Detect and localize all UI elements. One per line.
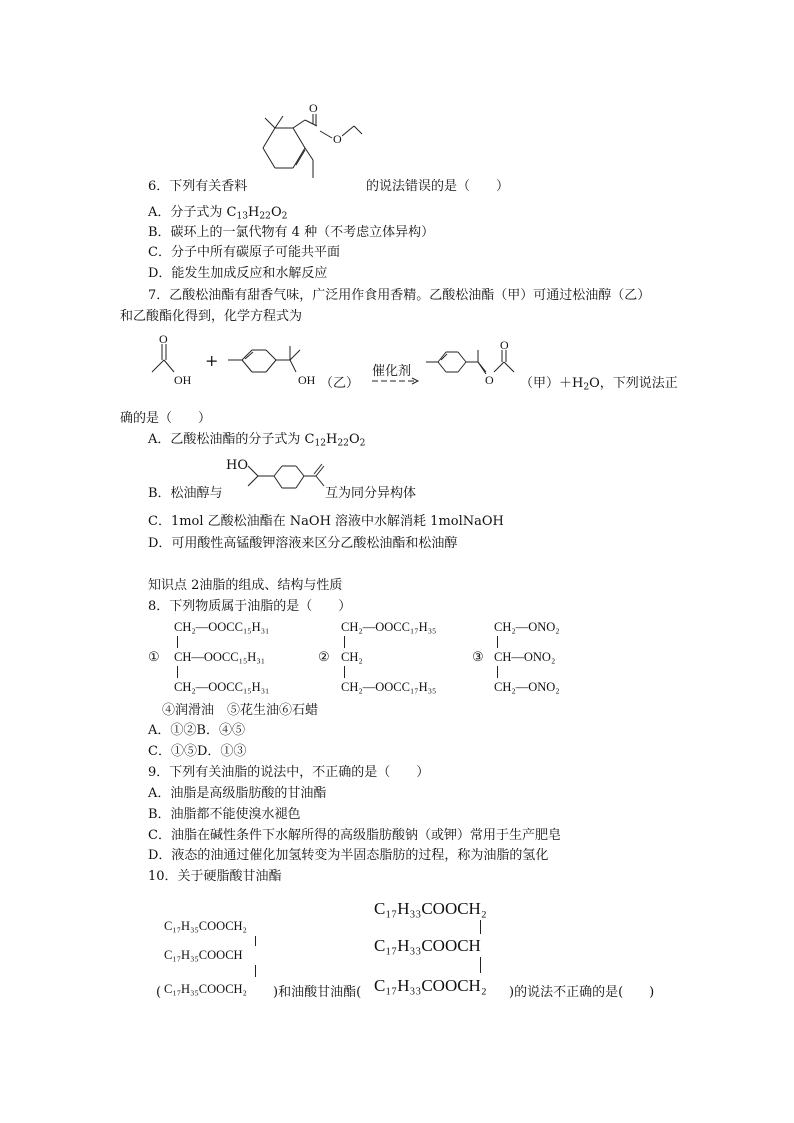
olein-line3: C₁₇H₃₃COOCH₂: [374, 976, 487, 995]
q8-num-1: ①: [148, 650, 160, 665]
acetic-o: O: [159, 332, 168, 346]
q8-s2-bond1: [344, 636, 345, 648]
q9-option-b: B．油脂都不能使溴水褪色: [148, 807, 301, 822]
q7-line2: 和乙酸酯化得到，化学方程式为: [120, 309, 303, 324]
q8-other-items: ④润滑油 ⑤花生油⑥石蜡: [162, 703, 319, 718]
q8-s1-bond2: [177, 666, 178, 678]
q8-stem: 8．下列物质属于油脂的是（ ）: [148, 599, 352, 614]
q8-num-2: ②: [318, 650, 330, 665]
olein-line2: C₁₇H₃₃COOCH: [374, 936, 481, 955]
stearin-line1: C₁₇H₃₅COOCH₂: [164, 919, 247, 933]
acetic-acid-structure: [148, 332, 208, 388]
q8-s1-bond1: [177, 636, 178, 648]
q7-option-b-suffix: 互为同分异构体: [325, 486, 417, 501]
q7-option-c: C．1mol 乙酸松油酯在 NaOH 溶液中水解消耗 1molNaOH: [148, 514, 504, 529]
acetic-oh: OH: [174, 373, 192, 387]
stearin-line3: C₁₇H₃₅COOCH₂: [164, 982, 247, 996]
q8-s2-line2: CH₂: [341, 650, 363, 664]
acetate-o1: O: [500, 338, 509, 352]
q8-s2-line3: CH₂—OOCC₁₇H₃₅: [341, 680, 437, 694]
q6-option-d: D．能发生加成反应和水解反应: [148, 266, 328, 281]
terpineol-structure: [226, 340, 326, 386]
q8-s1-line2: CH—OOCC₁₅H₃₁: [174, 650, 266, 664]
q7-eq-tail: （甲）$+H_2O$，下列说法正: [520, 376, 678, 393]
stearin-bond2: [255, 965, 256, 977]
q7-option-d: D．可用酸性高锰酸钾溶液来区分乙酸松油酯和松油醇: [148, 536, 458, 551]
q6-struct-o1: O: [309, 101, 318, 115]
plus-sign: +: [205, 351, 219, 370]
q10-paren-open: (: [156, 985, 162, 1000]
terpinyl-acetate-structure: [424, 338, 524, 390]
q9-option-d: D．液态的油通过催化加氢转变为半固态脂肪的过程，称为油脂的氢化: [148, 848, 549, 863]
q7-option-b-prefix: B．松油醇与: [148, 486, 223, 501]
q7-b-ho: HO: [226, 458, 248, 473]
q7-line3: 确的是（ ）: [120, 411, 212, 426]
q8-s3-line2: CH—ONO₂: [494, 650, 556, 664]
q8-s3-line3: CH₂—ONO₂: [494, 680, 560, 694]
q10-mid-text: )和油酸甘油酯(: [273, 985, 362, 1000]
q9-option-a: A．油脂是高级脂肪酸的甘油酯: [148, 786, 327, 801]
q10-stem: 10．关于硬脂酸甘油酯: [148, 869, 282, 884]
q8-s2-bond2: [344, 666, 345, 678]
label-yi: （乙）: [320, 376, 360, 391]
q9-stem: 9．下列有关油脂的说法中，不正确的是（ ）: [148, 765, 430, 780]
terpineol-oh: OH: [298, 373, 316, 387]
q8-s2-line1: CH₂—OOCC₁₇H₃₅: [341, 620, 437, 634]
q9-option-c: C．油脂在碱性条件下水解所得的高级脂肪酸钠（或钾）常用于生产肥皂: [148, 828, 561, 843]
catalyst-label: 催化剂: [372, 364, 412, 379]
q6-struct-o2: O: [333, 132, 342, 146]
q6-stem-suffix: 的说法错误的是（ ）: [366, 179, 510, 194]
q7-option-a: A．乙酸松油酯的分子式为 $C_{12}H_{22}O_2$: [148, 432, 366, 449]
q8-s3-line1: CH₂—ONO₂: [494, 620, 560, 634]
q8-options-ab: A．①②B．④⑤: [148, 723, 245, 738]
q6-option-b: B．碳环上的一氯代物有 4 种（不考虑立体异构）: [148, 225, 435, 240]
q10-tail-text: )的说法不正确的是( ): [509, 985, 655, 1000]
q6-option-a: A．分子式为 $C_{13}H_{22}O_2$: [148, 205, 288, 222]
acetate-o2: O: [485, 373, 494, 387]
q7-line1: 7．乙酸松油酯有甜香气味，广泛用作食用香精。乙酸松油酯（甲）可通过松油醇（乙）: [148, 288, 651, 303]
q8-s3-bond2: [497, 666, 498, 678]
q6-option-c: C．分子中所有碳原子可能共平面: [148, 245, 340, 260]
reaction-arrow: [372, 378, 422, 386]
q8-s1-line3: CH₂—OOCC₁₅H₃₁: [174, 680, 270, 694]
q8-num-3: ③: [472, 650, 484, 665]
q6-structure: [250, 98, 370, 188]
q8-s1-line1: CH₂—OOCC₁₅H₃₁: [174, 620, 270, 634]
stearin-line2: C₁₇H₃₅COOCH: [164, 948, 243, 962]
stearin-bond1: [255, 936, 256, 946]
section-heading: 知识点 2油脂的组成、结构与性质: [148, 578, 343, 593]
olein-bond1: [480, 920, 481, 934]
q8-s3-bond1: [497, 636, 498, 648]
olein-line1: C₁₇H₃₃COOCH₂: [374, 899, 487, 918]
olein-bond2: [480, 957, 481, 973]
q7-b-isomer-structure: [240, 462, 330, 502]
q8-options-cd: C．①⑤D．①③: [148, 744, 247, 759]
q6-stem-prefix: 6．下列有关香料: [148, 179, 248, 194]
